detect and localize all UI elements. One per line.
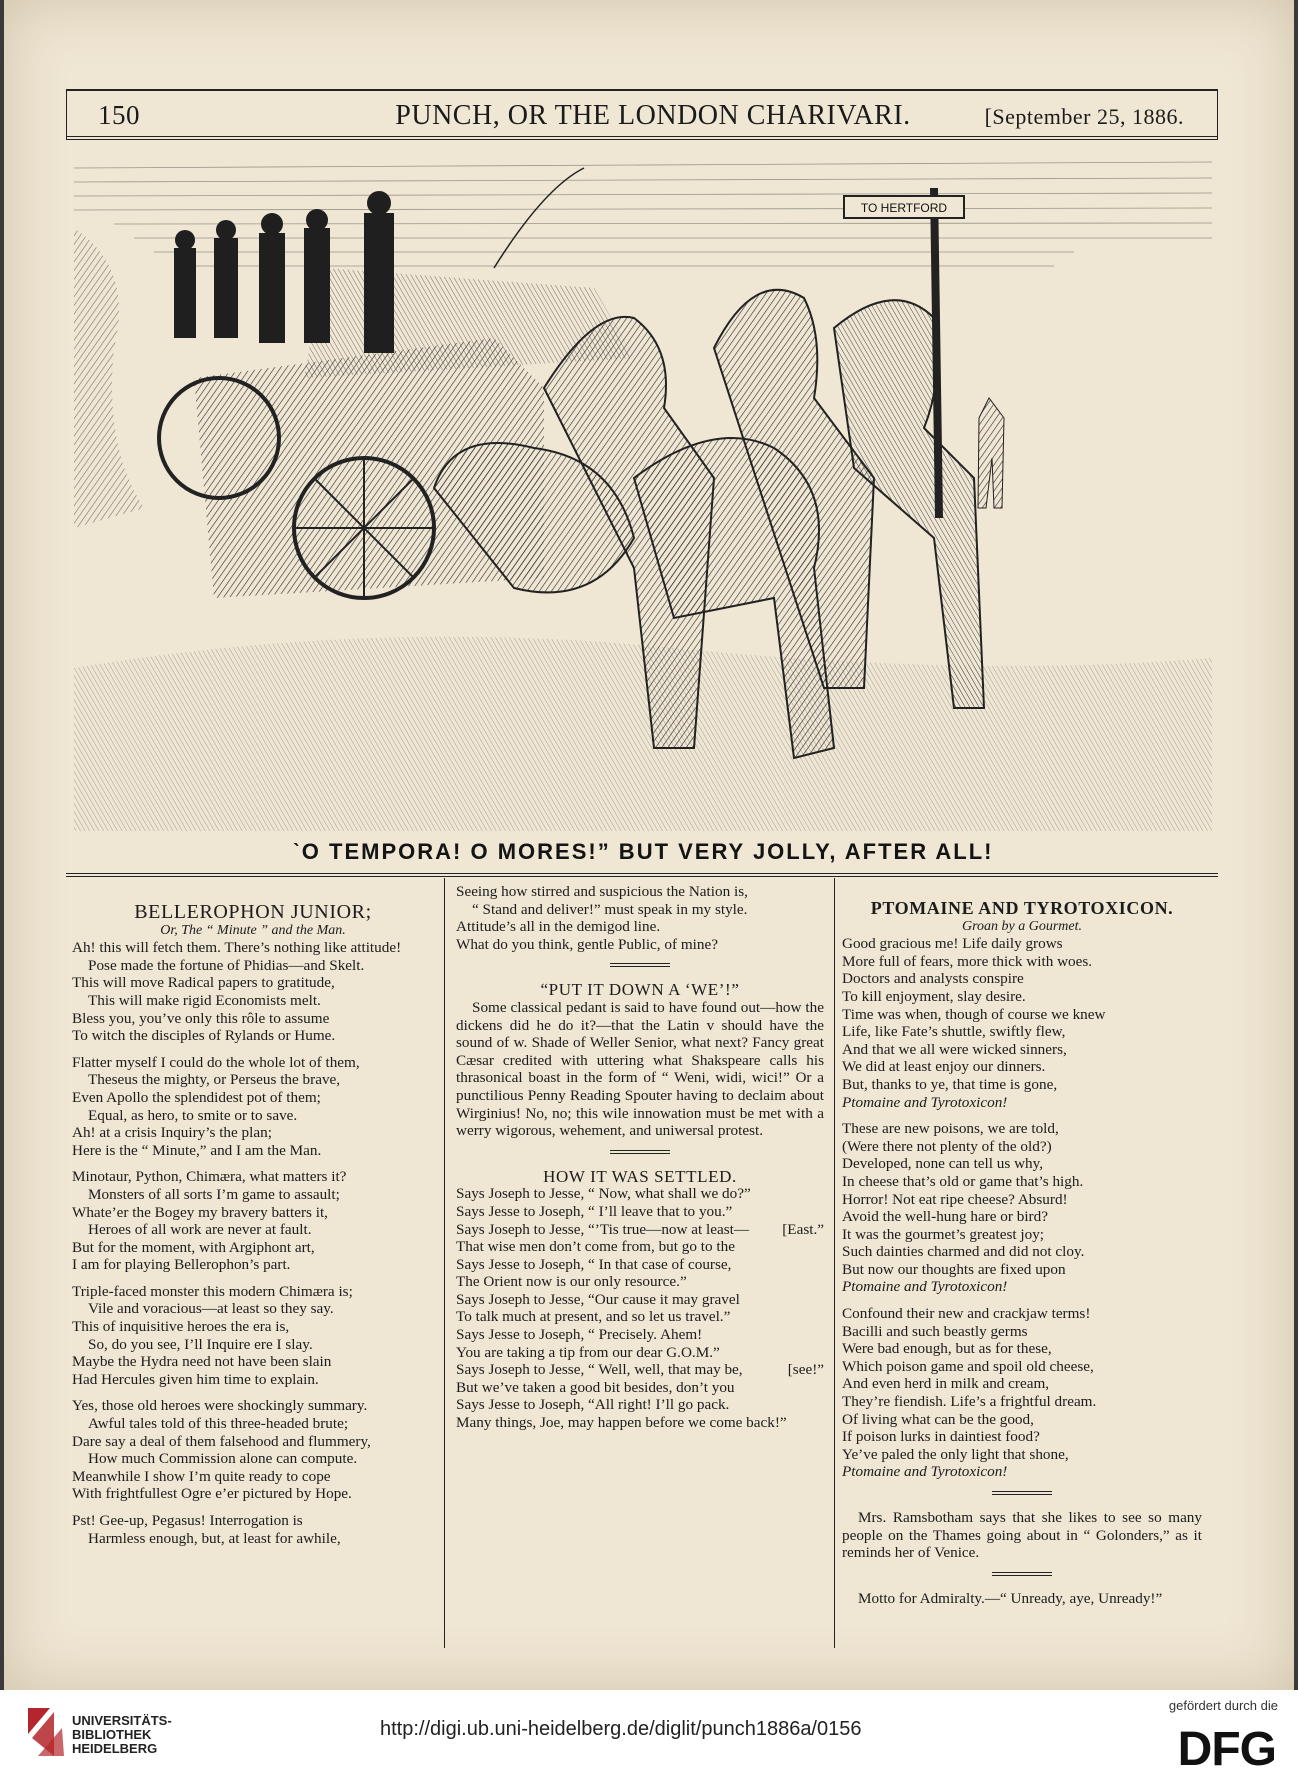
verse-line: With frightfullest Ogre e’er pictured by Hope. — [72, 1485, 352, 1503]
verse-line: To talk much at present, and so let us travel.” — [456, 1308, 731, 1326]
verse-line: Awful tales told of this three-headed brute; — [88, 1415, 349, 1433]
verse-line: Says Joseph to Jesse, “ Now, what shall we do?” — [456, 1185, 751, 1203]
ptomaine-subtitle: Groan by a Gourmet. — [961, 918, 1083, 934]
verse-line: Time was when, though of course we knew — [842, 1005, 1106, 1023]
verse-line: Confound their new and crackjaw terms! — [842, 1305, 1091, 1323]
bellerophon-subtitle: Or, The “ Minute ” and the Man. — [160, 922, 346, 938]
verse-line: So, do you see, I’ll Inquire ere I slay. — [88, 1335, 313, 1353]
verse-line: Ah! at a crisis Inquiry’s the plan; — [72, 1124, 272, 1142]
verse-line: What do you think, gentle Public, of mine? — [456, 935, 718, 953]
verse-line: Pst! Gee-up, Pegasus! Interrogation is — [72, 1512, 303, 1529]
newspaper-page — [4, 0, 1294, 1690]
stanza — [72, 1168, 434, 1274]
verse-line: Dare say a deal of them falsehood and flummery, — [72, 1432, 371, 1450]
verse-line: Says Jesse to Joseph, “ I’ll leave that to you.” — [456, 1202, 733, 1220]
verse-line: Yes, those old heroes were shockingly summary. — [72, 1397, 368, 1415]
verse-line: Says Jesse to Joseph, “ In that case of course, — [456, 1255, 732, 1273]
verse-line: Avoid the well-hung hare or bird? — [842, 1208, 1048, 1226]
separator — [610, 1150, 670, 1154]
ptomaine-title: PTOMAINE AND TYROTOXICON. — [870, 898, 1174, 918]
verse-line: Theseus the mighty, or Perseus the brave, — [88, 1071, 341, 1089]
verse-line: Triple-faced monster this modern Chimæra is; — [72, 1282, 353, 1300]
institution-name: UNIVERSITÄTS- BIBLIOTHEK HEIDELBERG — [72, 1713, 172, 1756]
verse-line: This will move Radical papers to gratitude, — [72, 974, 335, 992]
verse-line: Ye’ve paled the only light that shone, — [842, 1445, 1069, 1463]
page-date: [September 25, 1886. — [984, 104, 1184, 129]
column-bellerophon — [72, 901, 434, 1556]
verse-line: Minotaur, Python, Chimæra, what matters it? — [72, 1168, 347, 1186]
verse-line: Says Joseph to Jesse, “’Tis true—now at least— [East.” — [456, 1220, 824, 1238]
bellerophon-title: BELLEROPHON JUNIOR; — [134, 901, 372, 923]
caption-rule-2 — [66, 876, 1218, 877]
header-rule-2 — [66, 139, 1218, 140]
verse-line: Seeing how stirred and suspicious the Nation is, — [456, 883, 748, 900]
verse-line: But now our thoughts are fixed upon — [842, 1260, 1066, 1278]
ramsbotham-note: Mrs. Ramsbotham says that she likes to see so many people on the Thames going about in “ Golonders,” as it reminds her of Venice. — [842, 1509, 1202, 1562]
verse-line: Attitude’s all in the demigod line. — [456, 918, 661, 936]
verse-line: To witch the disciples of Rylands or Hume. — [72, 1027, 336, 1045]
verse-line: Pose made the fortune of Phidias—and Skelt. — [88, 956, 365, 974]
verse-line: Life, like Fate’s shuttle, swiftly flew, — [842, 1023, 1066, 1041]
separator — [992, 1572, 1052, 1576]
verse-line: But for the moment, with Argiphont art, — [72, 1238, 315, 1256]
verse-line: This of inquisitive heroes the era is, — [72, 1318, 290, 1336]
column-middle — [456, 883, 824, 1432]
page-number: 150 — [98, 100, 140, 130]
verse-line: Ptomaine and Tyrotoxicon! — [842, 1278, 1008, 1296]
verse-line: Doctors and analysts conspire — [842, 970, 1024, 988]
funded-by-label: gefördert durch die — [1168, 1698, 1278, 1713]
verse-line: Says Jesse to Joseph, “ Precisely. Ahem! — [456, 1326, 703, 1344]
verse-line: “ Stand and deliver!” must speak in my style. — [472, 900, 748, 918]
top-rule — [66, 89, 1218, 91]
stanza — [72, 1283, 434, 1389]
verse-line: Of living what can be the good, — [842, 1410, 1034, 1428]
stanza — [842, 1305, 1202, 1481]
verse-line: This will make rigid Economists melt. — [88, 991, 321, 1009]
stanza — [842, 935, 1202, 1111]
verse-line: They’re fiendish. Life’s a frightful dream. — [842, 1393, 1097, 1411]
illustration-coach-and-four — [74, 148, 1212, 831]
verse-line: The Orient now is our only resource.” — [456, 1273, 687, 1291]
verse-line: Harmless enough, but, at least for awhile, — [88, 1529, 341, 1547]
permalink[interactable]: http://digi.ub.uni-heidelberg.de/diglit/punch1886a/0156 — [380, 1718, 862, 1740]
verse-line: Many things, Joe, may happen before we come back!” — [456, 1414, 787, 1432]
verse-line: Says Jesse to Joseph, “All right! I’ll go pack. — [456, 1396, 730, 1414]
verse-line: Such dainties charmed and did not cloy. — [842, 1243, 1085, 1261]
verse-line: Good gracious me! Life daily grows — [842, 935, 1063, 953]
verse-line: That wise men don’t come from, but go to the — [456, 1238, 735, 1256]
put-it-down-title: “PUT IT DOWN A ‘WE’!” — [540, 980, 740, 1000]
stanza — [72, 1397, 434, 1503]
verse-line: Flatter myself I could do the whole lot of them, — [72, 1053, 360, 1071]
verse-line: But, thanks to ye, that time is gone, — [842, 1075, 1058, 1093]
verse-line: To kill enjoyment, slay desire. — [842, 987, 1026, 1005]
verse-line: Developed, none can tell us why, — [842, 1155, 1044, 1173]
separator — [992, 1491, 1052, 1495]
how-settled-verse — [456, 1185, 824, 1431]
digitization-footer — [0, 1690, 1298, 1783]
caption-rule — [66, 873, 1218, 874]
verse-line: Horror! Not eat ripe cheese? Absurd! — [842, 1190, 1068, 1208]
illustration-caption: ˋO TEMPORA! O MORES!” BUT VERY JOLLY, AFTER ALL! — [292, 839, 994, 864]
verse-line: But we’ve taken a good bit besides, don’t you — [456, 1378, 735, 1396]
verse-line: Ah! this will fetch them. There’s nothing like attitude! — [72, 939, 402, 957]
verse-line: Bacilli and such beastly germs — [842, 1322, 1028, 1340]
admiralty-motto: Motto for Admiralty.—“ Unready, aye, Unready!” — [858, 1589, 1163, 1607]
verse-line: Monsters of all sorts I’m game to assault; — [88, 1185, 340, 1203]
verse-line: Equal, as hero, to smite or to save. — [88, 1106, 298, 1124]
verse-line: More full of fears, more thick with woes. — [842, 952, 1093, 970]
verse-line: Even Apollo the splendidest pot of them; — [72, 1088, 321, 1106]
verse-line: We did at least enjoy our dinners. — [842, 1058, 1046, 1076]
verse-line: Which poison game and spoil old cheese, — [842, 1357, 1094, 1375]
verse-line: Vile and voracious—at least so they say. — [88, 1300, 334, 1318]
verse-line: Heroes of all work are never at fault. — [88, 1221, 312, 1239]
verse-line: I am for playing Bellerophon’s part. — [72, 1256, 291, 1274]
column-ptomaine — [842, 900, 1202, 1607]
verse-line: Maybe the Hydra need not have been slain — [72, 1353, 332, 1371]
verse-line: Had Hercules given him time to explain. — [72, 1370, 319, 1388]
stanza — [456, 883, 824, 953]
put-it-down-text: Some classical pedant is said to have found out—how the dickens did he do it?—that the Latin v should have the sound of w. Shade of Weller Senior, what next? Fancy great Cæsar credited with uttering what Shakspeare calls his thrasonical boast in the form of “ Weni, widi, wici!” Or a punctilious Penny Reading Spouter having to declaim about Wirginius! No, no; this wile innowation must be met with a werry wigorous, wehement, and uniwersal protest. — [456, 998, 824, 1140]
dfg-logo: DFG — [1177, 1723, 1276, 1776]
stanza — [72, 1512, 434, 1547]
how-settled-title: HOW IT WAS SETTLED. — [543, 1166, 737, 1186]
verse-line: And that we all were wicked sinners, — [842, 1040, 1067, 1058]
verse-line: (Were there not plenty of the old?) — [842, 1137, 1052, 1155]
verse-line: Bless you, you’ve only this rôle to assume — [72, 1009, 330, 1027]
verse-line: It was the gourmet’s greatest joy; — [842, 1225, 1045, 1243]
verse-line: In cheese that’s old or game that’s high. — [842, 1172, 1084, 1190]
verse-line: You are taking a tip from our dear G.O.M.” — [456, 1343, 720, 1361]
verse-line: Ptomaine and Tyrotoxicon! — [842, 1463, 1008, 1481]
column-divider-2 — [834, 878, 835, 1648]
verse-line: Whate’er the Bogey my bravery batters it, — [72, 1203, 328, 1221]
verse-line: Says Joseph to Jesse, “ Well, well, that may be, [see!” — [456, 1361, 824, 1379]
stanza — [842, 1120, 1202, 1296]
verse-line: And even herd in milk and cream, — [842, 1375, 1050, 1393]
verse-line: Here is the “ Minute,” and I am the Man. — [72, 1141, 322, 1159]
university-library-logo-icon — [24, 1704, 68, 1760]
stanza — [72, 939, 434, 1045]
header-rule — [66, 136, 1218, 137]
stanza — [72, 1054, 434, 1160]
verse-line: Meanwhile I show I’m quite ready to cope — [72, 1467, 331, 1485]
verse-line: Ptomaine and Tyrotoxicon! — [842, 1093, 1008, 1111]
verse-line: Were bad enough, but as for these, — [842, 1340, 1052, 1358]
page-title: PUNCH, OR THE LONDON CHARIVARI. — [395, 100, 911, 131]
verse-line: Says Joseph to Jesse, “Our cause it may gravel — [456, 1290, 740, 1308]
verse-line: These are new poisons, we are told, — [842, 1120, 1059, 1138]
verse-line: How much Commission alone can compute. — [88, 1450, 358, 1468]
separator — [610, 963, 670, 967]
column-divider-1 — [444, 878, 445, 1648]
signpost-text: TO HERTFORD — [860, 201, 948, 215]
verse-line: If poison lurks in daintiest food? — [842, 1428, 1040, 1446]
